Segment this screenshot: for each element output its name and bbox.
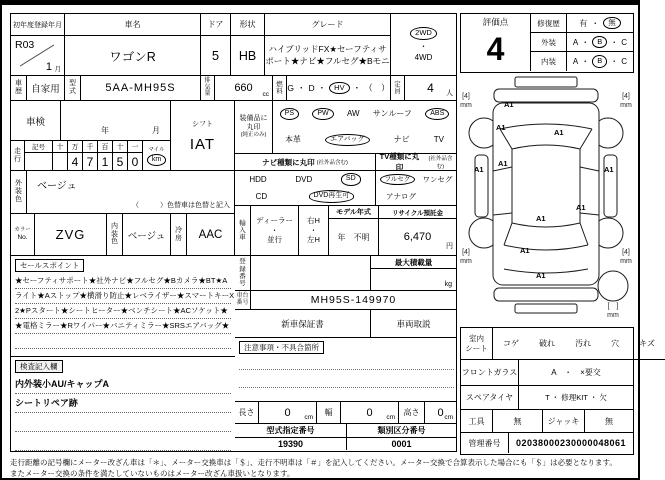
height-cell	[425, 401, 456, 424]
tv-type-header: TV種類に丸印 (社外品含む)	[376, 154, 456, 171]
tread-depth-front-right: [4] mm	[620, 93, 632, 109]
mileage-col-4	[113, 141, 128, 171]
grade-header: グレード	[265, 14, 391, 36]
tv-oneseg: ワンセグ	[422, 175, 453, 185]
car-damage-diagram	[458, 75, 634, 325]
history-label: 車歴	[11, 76, 27, 101]
management-no-value: 02038000230000048061	[515, 438, 627, 448]
fuel-cell	[287, 76, 391, 101]
main-table	[10, 13, 457, 452]
footer-line-1: 走行距離の記号欄にメーター改ざん車は「＊」、メーター交換車は「＄」、走行不明車は「＃」を記入してください。メーター交換で合算表示した場合にも「＄」は必要となります。	[10, 458, 617, 467]
interior-grade-value	[567, 52, 633, 71]
capacity-value: 4	[427, 81, 434, 95]
first-reg-month-unit: 月	[54, 66, 61, 73]
mileage-symbol-col	[25, 141, 53, 171]
displacement-unit: cc	[262, 91, 269, 98]
model-year-label: モデル年式	[329, 206, 378, 219]
shaken-year-label: 年	[101, 126, 109, 135]
tool-label: 工具	[461, 410, 493, 433]
recycle-cell	[379, 206, 456, 256]
drive-4wd: 4WD	[414, 52, 433, 62]
first-reg-value-cell	[11, 36, 65, 76]
first-reg-month: 1	[45, 61, 52, 73]
registration-label: 登録番号	[235, 256, 251, 291]
mileage-digit-label-1: 万	[68, 141, 82, 153]
exterior-color-value: ベージュ	[37, 181, 77, 192]
shape-header: 形状	[231, 14, 265, 36]
import-dealer-cell: ディーラー ・ 並行	[251, 206, 299, 256]
sales-line-4: ★電格ミラー★Rワイパー★バニティミラー★SRSエアバッグ★	[15, 319, 231, 334]
shift-value: IAT	[189, 135, 216, 153]
equipment-items	[273, 101, 456, 154]
chassis-value: MH95S-149970	[251, 291, 456, 310]
chassis-label: 車台番号	[235, 291, 251, 310]
inspector-notes-label: 検査記入欄	[15, 360, 63, 373]
fuel-dot3: ・	[352, 83, 362, 93]
fuel-label: 燃料	[273, 76, 287, 101]
repair-dot: ・	[591, 18, 600, 28]
ac-value: AAC	[187, 214, 235, 256]
jack-label: ジャッキ	[543, 410, 585, 433]
interior-color-value: ベージュ	[123, 214, 171, 256]
import-label: 輸入車	[235, 206, 251, 256]
fuel-dot2: ・	[317, 83, 327, 93]
shaken-month-label: 月	[152, 126, 160, 135]
exterior-a: A	[572, 37, 579, 47]
designation-no-header: 型式指定番号	[235, 424, 347, 438]
interior-dot1: ・	[581, 57, 590, 66]
length-cell	[259, 401, 317, 424]
damage-mark: A1	[554, 128, 564, 137]
tv-analog: アナログ	[386, 192, 416, 202]
car-top-view-drawing	[458, 75, 634, 325]
left-divider	[11, 356, 235, 357]
color-change-note: （ ）色替車は色替と記入	[132, 202, 230, 209]
fuel-d: D	[308, 83, 315, 93]
km-label-circled: km	[147, 154, 166, 166]
interior-a: A	[572, 57, 579, 66]
displacement-label: 排気量	[201, 76, 215, 101]
repair-no-circled: 無	[603, 17, 621, 30]
inspector-notes-lines	[15, 375, 231, 451]
fuel-other: （ ）	[364, 83, 390, 93]
interior-grade-label: 内装	[531, 52, 567, 71]
tread-depth-rear-left: [4] mm	[460, 249, 472, 265]
displacement-value: 660	[234, 82, 253, 94]
repair-history-value	[567, 14, 633, 33]
registration-value-cell	[251, 256, 371, 291]
damage-mark: A1	[536, 271, 546, 280]
mileage-col-3	[98, 141, 113, 171]
mileage-unit-cell	[143, 141, 171, 171]
height-label: 高さ	[399, 401, 425, 424]
mileage-digit-2: 7	[86, 154, 94, 169]
damage-mark: A1	[536, 214, 546, 223]
sales-points-label: セールスポイント	[15, 259, 84, 272]
tread-depth-rear-right: [4] mm	[620, 249, 632, 265]
recycle-unit: 円	[446, 243, 453, 250]
model-year-cell	[329, 206, 379, 256]
equip-ps-circled: PS	[280, 108, 299, 120]
evaluation-box	[460, 13, 634, 73]
shape-value: HB	[231, 36, 265, 76]
tv-fullseg-circled: フルセグ	[380, 174, 416, 185]
equipment-label: 装備品に 丸印 (純正のみ)	[235, 101, 273, 154]
manual-cell: 車両取説	[371, 310, 456, 338]
shaken-value-cell	[61, 101, 171, 141]
grade-line1: ハイブリッドFX★セーフティサ	[268, 44, 387, 55]
windshield-label: フロントガラス	[461, 360, 519, 386]
mileage-digit-label-0: 十	[53, 141, 67, 153]
capacity-cell	[405, 76, 456, 101]
seat-item-kizu: キズ	[639, 339, 655, 348]
footer-line-2: またメーター交換の条件を満たしていないものはメーター改ざん車扱いとなります。	[10, 469, 295, 478]
cautions-rule-1	[239, 369, 454, 370]
interior-b-circled: B	[592, 55, 607, 68]
nav-dvd: DVD	[295, 174, 313, 184]
score-cell	[461, 14, 531, 71]
seat-item-koge: コゲ	[503, 339, 520, 348]
equip-abs-circled: ABS	[425, 108, 449, 120]
exterior-grade-value	[567, 33, 633, 52]
seat-item-ana: 穴	[611, 339, 620, 348]
grade-value	[265, 36, 391, 76]
width-value: 0	[366, 406, 373, 419]
nav-hdd: HDD	[249, 174, 267, 184]
spare-tire-value: T ・ 修理KIT ・ 欠	[519, 386, 633, 410]
tread-depth-spare: [ ] mm	[607, 303, 619, 319]
length-unit: cm	[304, 414, 313, 421]
equip-tv: TV	[433, 135, 444, 145]
displacement-cell	[215, 76, 273, 101]
mileage-digit-label-2: 千	[83, 141, 97, 153]
windshield-value: A ・ ×要交	[519, 360, 633, 386]
shift-cell	[171, 101, 235, 171]
sales-line-1: ★セーフティサポート★社外ナビ★フルセグ★Bカメラ★BT★A	[15, 274, 231, 289]
ac-label: 冷房	[171, 214, 187, 256]
score-label: 評価点	[482, 16, 509, 27]
payload-label: 最大積載量	[371, 256, 456, 269]
first-reg-header: 初年度登録年月	[11, 14, 65, 36]
fuel-dot1: ・	[297, 83, 306, 93]
spare-tire-label: スペアタイヤ	[461, 386, 519, 410]
length-value: 0	[284, 406, 291, 419]
mileage-digit-label-3: 百	[98, 141, 112, 153]
damage-mark: A1	[498, 159, 508, 168]
door-value: 5	[201, 36, 231, 76]
interior-color-label: 内装色	[107, 214, 123, 256]
classification-no-value: 0001	[391, 439, 412, 449]
drive-type-cell	[391, 14, 456, 76]
seat-label: 室内 シート	[461, 328, 493, 360]
sales-line-empty	[15, 334, 231, 349]
damage-mark: A1	[504, 100, 514, 109]
equip-aw: AW	[346, 109, 360, 119]
warranty-cell: 新車保証書	[235, 310, 371, 338]
width-unit: cm	[386, 414, 395, 421]
exterior-b-circled: B	[592, 36, 607, 49]
sales-line-3: 2★Pスタート★シートヒーター★ベンチシート★ACソケット★	[15, 304, 231, 319]
model-code-value: 5AA-MH95S	[81, 76, 201, 101]
inspector-line-empty-2	[15, 432, 231, 451]
cautions-rule-2	[239, 387, 454, 388]
mileage-digit-label-4: 十	[113, 141, 127, 153]
payload-cell	[371, 256, 456, 291]
seat-item-yogore: 汚れ	[575, 339, 592, 348]
jack-value: 無	[585, 410, 633, 433]
score-value: 4	[486, 30, 505, 67]
equip-navi: ナビ	[393, 135, 410, 145]
exterior-dot2: ・	[610, 37, 619, 47]
model-year-value: 年 不明	[337, 232, 370, 242]
mileage-col-0	[53, 141, 68, 171]
grade-line2: ポート★ナビ★フルセグ★Bモニ	[265, 55, 390, 66]
repair-yes: 有	[579, 18, 588, 28]
repair-history-label: 修復歴	[531, 14, 567, 33]
width-cell	[341, 401, 399, 424]
history-value: 自家用	[27, 76, 65, 101]
nav-type-header: ナビ種類に丸印 (社外品含む)	[235, 154, 376, 171]
mileage-col-1	[68, 141, 83, 171]
equip-pw-circled: PW	[312, 108, 333, 120]
seat-items	[493, 328, 665, 360]
management-no-label: 管理番号	[461, 433, 509, 453]
damage-mark: A1	[576, 203, 586, 212]
nav-dvd-play-circled: DVD再生可	[309, 190, 355, 202]
height-value: 0	[437, 406, 444, 419]
nav-cd: CD	[255, 191, 268, 201]
mileage-digit-5: 0	[131, 154, 139, 169]
damage-mark: A1	[496, 123, 506, 132]
interior-c: C	[621, 57, 628, 66]
sales-points-lines	[15, 274, 235, 349]
drive-2wd-circled: 2WD	[410, 27, 437, 40]
exterior-color-cell	[27, 171, 235, 214]
model-code-label: 型式	[65, 76, 81, 101]
recycle-label: リサイクル預託金	[379, 206, 456, 219]
capacity-label: 定員	[391, 76, 405, 101]
color-no-value: ZVG	[35, 214, 107, 256]
mileage-digit-3: 1	[101, 154, 109, 169]
first-reg-era: R03	[15, 39, 35, 51]
damage-mark: A1	[604, 165, 614, 174]
fuel-hv-circled: HV	[329, 82, 349, 95]
drive-dot: ・	[419, 41, 428, 51]
classification-no-header: 類別区分番号	[347, 424, 456, 438]
height-unit: cm	[444, 414, 453, 421]
damage-mark: A1	[474, 165, 484, 174]
sales-line-2: ライト★Aストップ★横滑り防止★レベライザー★スマートキーX	[15, 289, 231, 304]
color-no-label: カラー No.	[11, 214, 35, 256]
exterior-c: C	[621, 37, 628, 47]
mileage-col-5	[128, 141, 143, 171]
mile-label: マイル	[148, 146, 165, 153]
recycle-value: 6,470	[403, 231, 432, 243]
mileage-digit-4: 5	[116, 154, 124, 169]
payload-unit: kg	[444, 281, 452, 288]
import-handle-cell: 右H ・ 左H	[299, 206, 329, 256]
inspector-line-1: 内外装小AU/キャップA	[15, 375, 231, 394]
nav-type-items	[235, 171, 376, 206]
mileage-col-2	[83, 141, 98, 171]
fuel-g: G	[287, 83, 294, 93]
footer-notes	[10, 457, 636, 479]
equip-airbag-circled: エアバッグ	[325, 134, 369, 146]
condition-box	[460, 327, 655, 455]
tv-type-items	[376, 171, 456, 206]
tool-value: 無	[493, 410, 543, 433]
damage-mark: A1	[520, 246, 530, 255]
equip-leather: 本革	[285, 135, 302, 145]
exterior-color-label: 外装色	[11, 171, 27, 214]
mileage-digit-label-5: 一	[128, 141, 142, 153]
exterior-dot1: ・	[581, 37, 590, 47]
width-label: 幅	[317, 401, 341, 424]
car-name-header: 車名	[65, 14, 201, 36]
mileage-digit-1: 4	[71, 154, 79, 169]
seat-item-yabure: 破れ	[539, 339, 556, 348]
length-label: 長さ	[235, 401, 259, 424]
cautions-label: 注意事項・不具合箇所	[239, 341, 324, 354]
capacity-unit: 人	[446, 90, 453, 97]
shaken-label: 車検	[11, 101, 61, 141]
tread-depth-front-left: [4] mm	[460, 93, 472, 109]
door-header: ドア	[201, 14, 231, 36]
designation-no-value: 19390	[235, 438, 347, 450]
inspector-line-empty-1	[15, 413, 231, 432]
car-name-value: ワゴンR	[65, 36, 201, 76]
shift-label: シフト	[192, 120, 213, 128]
mileage-label: 走行	[11, 141, 25, 171]
mileage-symbol-header: 記号	[25, 141, 52, 153]
nav-sd-circled: SD	[341, 173, 361, 185]
interior-dot2: ・	[610, 57, 619, 66]
exterior-grade-label: 外装	[531, 33, 567, 52]
mileage-digit-0	[53, 153, 67, 170]
inspector-line-2: シートリペア跡	[15, 394, 231, 413]
equip-sunroof: サンルーフ	[372, 109, 412, 119]
